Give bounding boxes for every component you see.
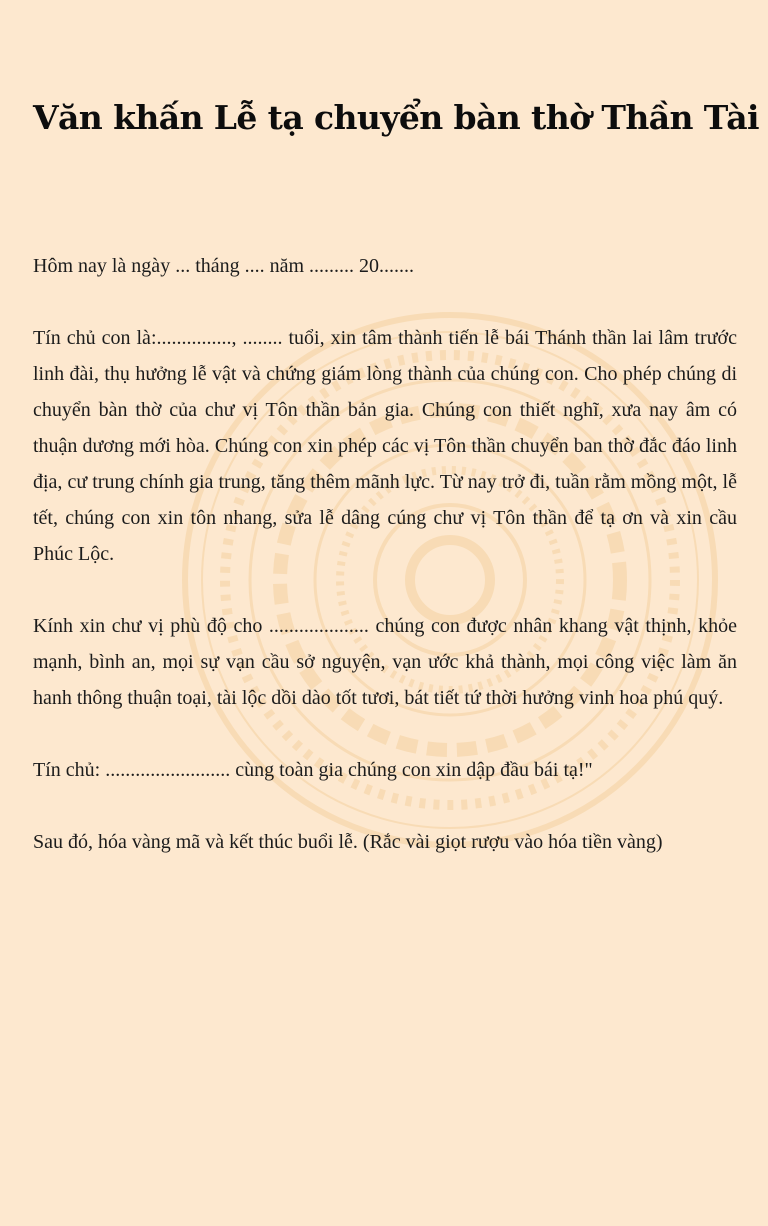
date-line: Hôm nay là ngày ... tháng .... năm ......... 20....... bbox=[33, 255, 415, 277]
paragraph-blessing: Kính xin chư vị phù độ cho .................... chúng con được nhân khang vật thịnh, khỏe mạnh, bình an, mọi sự vạn cầu sở nguyện, vạn ước khả thành, mọi công việc làm ăn hanh thông thuận toại, tài lộc dồi dào tốt tươi, bát tiết tứ thời hưởng vinh hoa phú quý. bbox=[33, 615, 737, 709]
document-title: Văn khấn Lễ tạ chuyển bàn thờ Thần Tài bbox=[33, 98, 759, 137]
paragraph-instruction: Sau đó, hóa vàng mã và kết thúc buổi lễ. (Rắc vài giọt rượu vào hóa tiền vàng) bbox=[33, 831, 663, 853]
prayer-text bbox=[33, 248, 737, 860]
paragraph-closing: Tín chủ: ......................... cùng toàn gia chúng con xin dập đầu bái tạ!" bbox=[33, 759, 593, 781]
paragraph-petitioner: Tín chủ con là:..............., ........ tuổi, xin tâm thành tiến lễ bái Thánh thần lai lâm trước linh đài, thụ hưởng lễ vật và chứng giám lòng thành của chúng con. Cho phép chúng di chuyển bàn thờ của chư vị Tôn thần bản gia. Chúng con thiết nghĩ, xưa nay âm có thuận dương mới hòa. Chúng con xin phép các vị Tôn thần chuyển ban thờ đắc đáo linh địa, cư trung chính gia trung, tăng thêm mãnh lực. Từ nay trở đi, tuần rằm mồng một, lễ tết, chúng con xin tôn nhang, sửa lễ dâng cúng chư vị Tôn thần để tạ ơn và xin cầu Phúc Lộc. bbox=[33, 327, 737, 565]
